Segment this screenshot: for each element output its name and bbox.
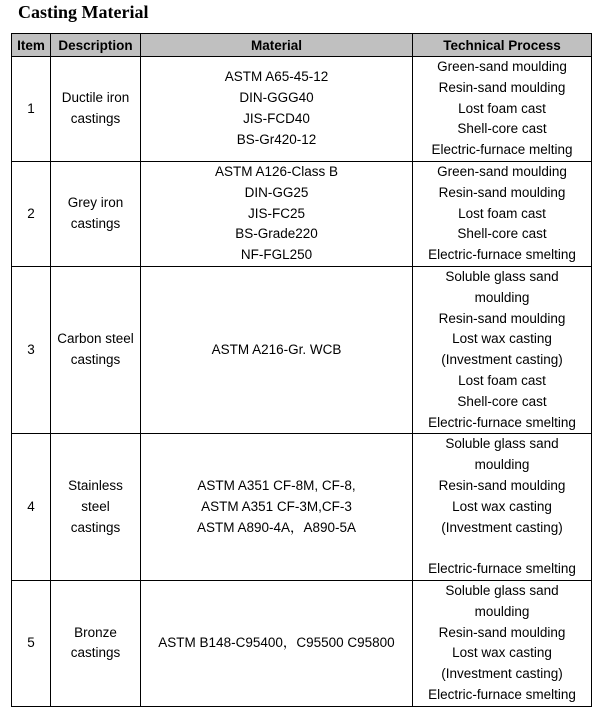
blank-line [417, 538, 587, 559]
item-number: 3 [27, 341, 35, 357]
material-cell [141, 57, 413, 162]
header-row [12, 34, 592, 57]
description-line: Grey iron [67, 195, 124, 211]
page-title: Casting Material [18, 2, 149, 22]
material-cell [141, 580, 413, 706]
description-line: Ductile iron [61, 90, 130, 106]
description-line: steel [81, 498, 110, 514]
process-cell [413, 57, 592, 162]
process-cell [413, 161, 592, 266]
description-line: castings [70, 215, 121, 231]
item-number: 2 [27, 205, 35, 221]
header-technical-process: Technical Process [413, 34, 592, 57]
process-line: Resin-sand moulding [438, 310, 566, 326]
item-cell [12, 434, 51, 581]
description-line: castings [70, 352, 121, 368]
material-line: BS-Grade220 [235, 226, 318, 242]
process-cell [413, 580, 592, 706]
description-line: castings [70, 645, 121, 661]
material-line: ASTM A65-45-12 [224, 69, 329, 85]
item-cell [12, 161, 51, 266]
process-line: Lost foam cast [458, 372, 546, 388]
material-line: BS-Gr420-12 [236, 131, 317, 147]
material-cell [141, 434, 413, 581]
process-line: moulding [474, 457, 530, 473]
table-row [12, 161, 592, 266]
process-line: Green-sand moulding [437, 163, 567, 179]
item-number: 4 [27, 498, 35, 514]
material-line: ASTM B148-C95400，C95500 C95800 [158, 634, 395, 650]
casting-material-table [11, 33, 592, 707]
table-row [12, 434, 592, 581]
process-line: Lost foam cast [458, 100, 546, 116]
process-line: Electric-furnace smelting [428, 414, 576, 430]
process-cell [413, 266, 592, 433]
material-line: DIN-GG25 [244, 184, 309, 200]
process-line: (Investment casting) [441, 666, 563, 682]
process-line: moulding [474, 603, 530, 619]
material-line: JIS-FC25 [247, 205, 305, 221]
item-cell [12, 57, 51, 162]
item-cell [12, 580, 51, 706]
process-line: Resin-sand moulding [438, 624, 566, 640]
description-line: castings [70, 110, 121, 126]
description-cell [51, 266, 141, 433]
process-line: Lost foam cast [458, 205, 546, 221]
material-line: ASTM A216-Gr. WCB [211, 341, 342, 357]
item-cell [12, 266, 51, 433]
process-line: Soluble glass sand [445, 582, 559, 598]
process-line: Green-sand moulding [437, 59, 567, 74]
material-line: DIN-GGG40 [239, 90, 314, 106]
material-line: ASTM A126-Class B [214, 163, 339, 179]
description-line: Bronze [74, 624, 117, 640]
process-line: Resin-sand moulding [438, 79, 566, 95]
item-number: 1 [27, 100, 35, 116]
material-line: JIS-FCD40 [243, 110, 310, 126]
process-line: Lost wax casting [452, 498, 552, 514]
process-line: Soluble glass sand [445, 436, 559, 452]
process-line: (Investment casting) [441, 519, 563, 535]
description-line: Carbon steel [57, 331, 134, 347]
table-row [12, 266, 592, 433]
material-line: ASTM A351 CF-8M, CF-8, [197, 477, 356, 493]
material-line: ASTM A351 CF-3M,CF-3 [201, 498, 352, 514]
material-cell [141, 161, 413, 266]
process-line: Shell-core cast [457, 393, 547, 409]
description-line: castings [70, 519, 121, 535]
item-number: 5 [27, 634, 35, 650]
process-line: Shell-core cast [457, 226, 547, 242]
description-cell [51, 161, 141, 266]
material-line: NF-FGL250 [240, 247, 313, 263]
process-line: Electric-furnace melting [431, 142, 573, 158]
process-line: Lost wax casting [452, 331, 552, 347]
header-description: Description [51, 34, 141, 57]
description-cell [51, 580, 141, 706]
description-cell [51, 57, 141, 162]
process-line: Shell-core cast [457, 121, 547, 137]
process-line: Soluble glass sand [445, 268, 559, 284]
process-line: Electric-furnace smelting [428, 686, 576, 702]
process-line: Electric-furnace smelting [428, 247, 576, 263]
process-line: Resin-sand moulding [438, 477, 566, 493]
process-cell [413, 434, 592, 581]
description-line: Stainless [68, 477, 123, 493]
process-line: (Investment casting) [441, 352, 563, 368]
header-item: Item [12, 34, 51, 57]
material-cell [141, 266, 413, 433]
description-cell [51, 434, 141, 581]
process-line: moulding [474, 289, 530, 305]
header-material: Material [141, 34, 413, 57]
process-line: Electric-furnace smelting [428, 561, 576, 577]
table-row [12, 57, 592, 162]
material-line: ASTM A890-4A，A890-5A [196, 519, 357, 535]
process-line: Lost wax casting [452, 645, 552, 661]
process-line: Resin-sand moulding [438, 184, 566, 200]
table-row [12, 580, 592, 706]
